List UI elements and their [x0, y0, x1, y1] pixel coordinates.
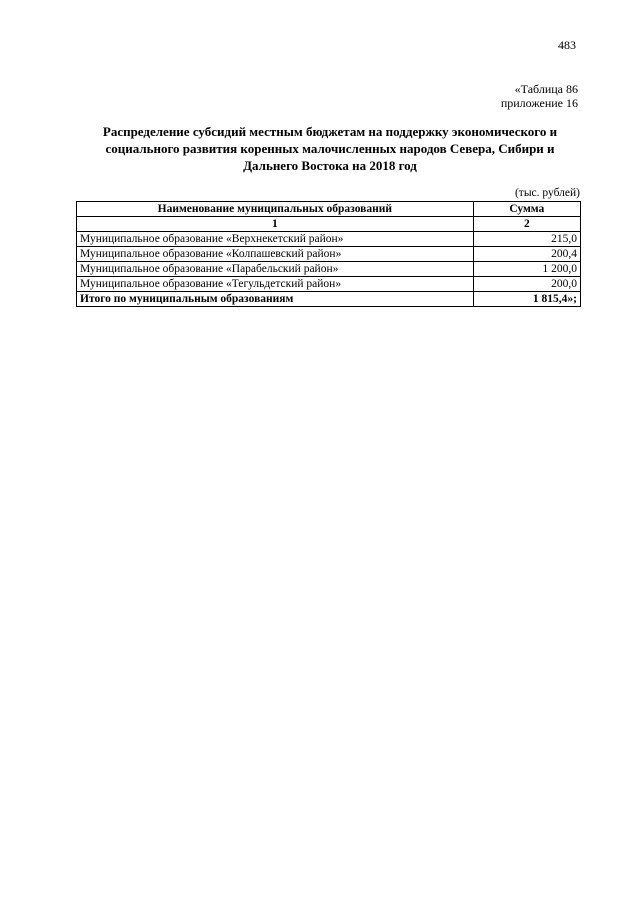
document-title-line-3: Дальнего Востока на 2018 год	[243, 158, 417, 173]
table-row	[77, 277, 581, 292]
total-row	[77, 292, 581, 307]
row-name: Муниципальное образование «Тегульдетский район»	[77, 277, 474, 292]
row-sum: 200,4	[473, 247, 580, 262]
document-title-line-2: социального развития коренных малочисленных народов Севера, Сибири и	[105, 141, 555, 156]
table-row	[77, 262, 581, 277]
column-index-2: 2	[473, 217, 580, 232]
row-sum: 200,0	[473, 277, 580, 292]
units-label: (тыс. рублей)	[514, 187, 580, 199]
table-header-row	[77, 202, 581, 217]
subsidy-table	[76, 201, 581, 307]
row-name: Муниципальное образование «Колпашевский район»	[77, 247, 474, 262]
header-name: Наименование муниципальных образований	[77, 202, 474, 217]
row-name: Муниципальное образование «Верхнекетский район»	[77, 232, 474, 247]
table-row	[77, 247, 581, 262]
row-name: Муниципальное образование «Парабельский район»	[77, 262, 474, 277]
row-sum: 1 200,0	[473, 262, 580, 277]
header-sum: Сумма	[473, 202, 580, 217]
total-sum: 1 815,4»;	[473, 292, 580, 307]
table-row	[77, 232, 581, 247]
column-index-1: 1	[77, 217, 474, 232]
total-name: Итого по муниципальным образованиям	[77, 292, 474, 307]
table-reference-line-1: «Таблица 86	[514, 82, 578, 96]
document-title	[60, 123, 600, 174]
document-title-line-1: Распределение субсидий местным бюджетам на поддержку экономического и	[102, 124, 558, 139]
page-number: 483	[558, 38, 576, 52]
table-reference	[501, 82, 578, 110]
column-index-row	[77, 217, 581, 232]
row-sum: 215,0	[473, 232, 580, 247]
table-reference-line-2: приложение 16	[500, 96, 578, 110]
